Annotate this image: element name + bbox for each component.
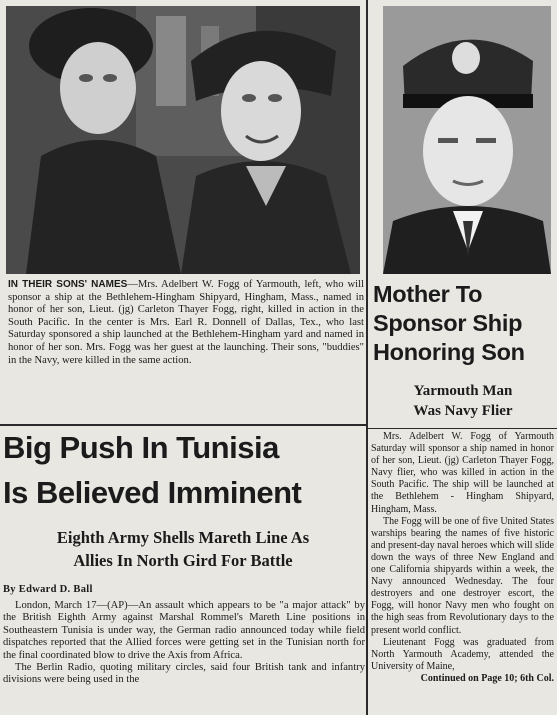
main-paragraph: London, March 17—(AP)—An assault which appears to be "a major attack" by the British Eighth Army against Marshal Rommel's Mareth Line positions in Southeastern Tunisia is under way, the German radio announced today while field dispatches reported that the Allied forces were getting set in the Tunisian north for the final coordinated blow to drive the Axis from Africa. xyxy=(3,600,365,661)
main-headline-line: Big Push In Tunisia xyxy=(3,430,279,465)
main-deck-line: Eighth Army Shells Mareth Line As xyxy=(56,528,310,547)
side-headline-line: Sponsor Ship xyxy=(373,310,523,336)
side-story-body xyxy=(371,431,554,685)
side-headline xyxy=(373,280,555,367)
side-subhead xyxy=(372,381,554,421)
main-headline-line: Is Believed Imminent xyxy=(3,475,302,510)
side-paragraph: Lieutenant Fogg was graduated from North Yarmouth Academy, attended the University of Maine, xyxy=(371,636,554,672)
side-headline-line: Honoring Son xyxy=(373,339,525,365)
photo-navy-officer xyxy=(383,6,551,274)
side-subhead-line: Yarmouth Man xyxy=(413,383,513,399)
byline: By Edward D. Ball xyxy=(3,584,93,595)
main-story-body xyxy=(3,600,365,687)
side-paragraph: The Fogg will be one of five United States warships bearing the names of five historic and present-day naval heroes which will slide down the ways of three New England and one California shipyards within a week, the Navy announced Wednesday. The four destroyers and one destroyer escort, the Fogg, will honor Navy men who fought on the high seas from Revolutionary days to the present world conflict. xyxy=(371,515,554,636)
caption-text: —Mrs. Adelbert W. Fogg of Yarmouth, left, who will sponsor a ship at the Bethlehem-Hingham Shipyard, Hingham, Mass., named in honor of her son, Lieut. (jg) Carleton Thayer Fogg, right, killed in action in the South Pacific. In the center is Mrs. Earl R. Donnell of Dallas, Tex., who last Saturday sponsored a ship launched at the Bethlehem-Hingham yard and named in honor of her son. Mrs. Fogg was her guest at the launching. Their sons, "buddies" in the Navy, were killed in the same action. xyxy=(8,279,364,366)
main-deck xyxy=(2,526,364,572)
column-rule xyxy=(366,0,368,715)
side-headline-line: Mother To xyxy=(373,281,483,307)
section-rule xyxy=(368,428,557,429)
main-deck-line: Allies In North Gird For Battle xyxy=(73,551,293,570)
photo-caption xyxy=(8,279,364,367)
side-paragraph: Mrs. Adelbert W. Fogg of Yarmouth Saturday will sponsor a ship named in honor of her son, Lieut. (jg) Carleton Thayer Fogg, Navy flier, who was killed in action in the South Pacific. The ship will be launched at the Bethlehem - Hingham Shipyard, Hingham, Mass. xyxy=(371,431,554,515)
caption-lead: IN THEIR SONS' NAMES xyxy=(8,279,128,290)
main-headline xyxy=(3,425,363,515)
main-paragraph: The Berlin Radio, quoting military circles, said four British tank and infantry divisions were being used in the xyxy=(3,662,365,686)
side-subhead-line: Was Navy Flier xyxy=(413,403,513,419)
photo-two-women xyxy=(6,6,360,274)
continued-line: Continued on Page 10; 6th Col. xyxy=(420,672,554,684)
